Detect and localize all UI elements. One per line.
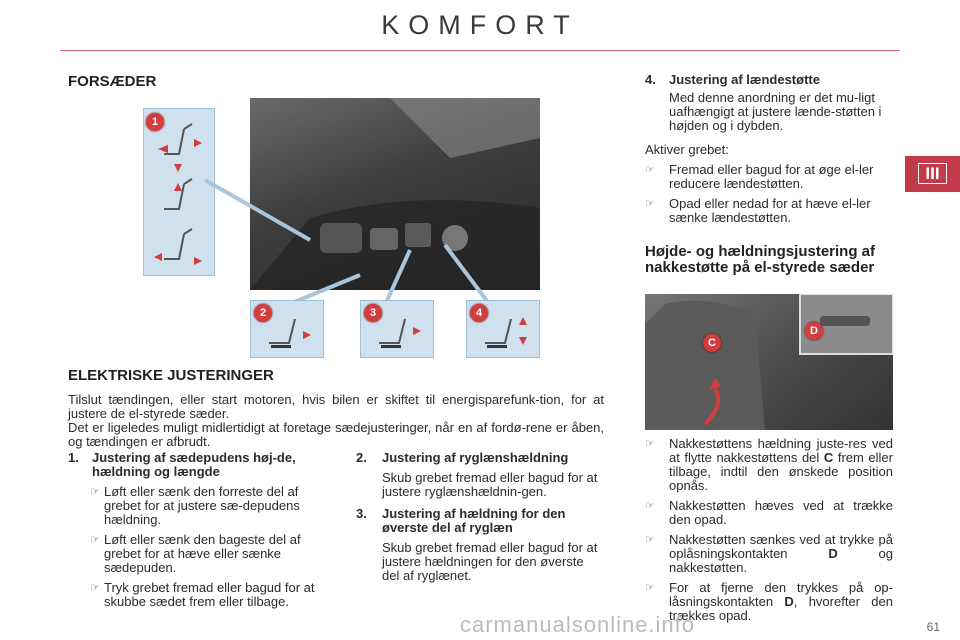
item-1-bullet-2-text: Løft eller sænk den bageste del af grebet for at hæve eller sænke sædepuden. [104,532,301,575]
hand-pointer-icon: ☞ [645,438,655,450]
headrest-subheading: Højde- og hældningsjustering af nakkestøtte på el-styrede sæder [645,243,875,276]
item-3-title: Justering af hældning for den øverste del af ryglæn [382,506,566,535]
headrest-photo-icon [645,294,893,430]
watermark: carmanualsonline.info [460,612,696,637]
hand-pointer-icon: ☞ [645,582,655,594]
item-1-bullet-1 [90,485,320,527]
item-1 [68,451,320,609]
headrest-bullet-2-text: Nakkestøtten hæves ved at trække den opad. [669,498,893,527]
section-heading-elektriske: ELEKTRISKE JUSTERINGER [68,367,274,384]
intro-paragraph-2: Det er ligeledes muligt midlertidigt at foretage sædejusteringer, når en af fordø-rene er åben, og tændingen er afbrudt. [68,420,604,449]
badge-1: 1 [146,113,164,131]
item-4-bullet-2 [645,197,893,225]
headrest-bullet-3-post: og nakkestøtten. [669,546,893,575]
badge-3: 3 [364,304,382,322]
hand-pointer-icon: ☞ [645,198,655,210]
badge-c: C [703,334,721,352]
item-1-header [68,451,320,479]
icon-card-4 [466,300,540,358]
aktiver-label: Aktiver grebet: [645,142,729,157]
item-1-bullet-3-text: Tryk grebet fremad eller bagud for at skubbe sædet frem eller tilbage. [104,580,315,609]
item-1-number: 1. [68,450,79,465]
hand-pointer-icon: ☞ [645,164,655,176]
item-1-bullet-2 [90,533,320,575]
hand-pointer-icon: ☞ [645,534,655,546]
item-2 [356,451,604,583]
callout-lines [200,140,510,320]
item-4-bullet-2-text: Opad eller nedad for at hæve el-ler sænke lændestøtten. [669,196,871,225]
headrest-bullet-4-pre: For at fjerne den trykkes på op-låsningskontakten [669,580,893,609]
page-title: KOMFORT [381,10,579,40]
item-4-text: Med denne anordning er det mu-ligt uafhængigt at justere lænde-støtten i højden og i dybden. [669,90,882,133]
item-1-bullet-1-text: Løft eller sænk den forreste del af grebet for at justere sæ-depudens hældning. [104,484,300,527]
headrest-bullet-1-text [669,437,893,493]
item-2-number: 2. [356,450,367,465]
headrest-bullet-3-bold: D [828,546,838,561]
item-4 [645,73,893,225]
item-3-number: 3. [356,506,367,521]
headrest-bullet-1-pre: Nakkestøttens hældning juste-res ved at flytte nakkestøttens del [669,436,893,465]
hand-pointer-icon: ☞ [645,500,655,512]
item-3-text: Skub grebet fremad eller bagud for at justere hældningen for den øverste del af ryglænet. [382,540,598,583]
item-2-text: Skub grebet fremad eller bagud for at justere ryglænshældnin-gen. [382,470,598,499]
page-number: 61 [926,620,940,634]
item-1-title: Justering af sædepudens høj-de, hældning og længde [92,450,296,479]
headrest-bullet-4-text [669,581,893,623]
item-2-title: Justering af ryglænshældning [382,450,569,465]
headrest-bullet-3 [645,533,893,575]
chapter-label: III [918,163,946,184]
item-4-number: 4. [645,72,656,87]
headrest-bullet-1-bold: C [823,450,834,465]
item-3-header [356,507,604,535]
headrest-bullet-3-text [669,533,893,575]
item-4-header [645,73,893,87]
item-1-bullet-3 [90,581,320,609]
header-divider [60,50,900,51]
item-2-header [356,451,604,465]
item-4-bullet-1-text: Fremad eller bagud for at øge el-ler reducere lændestøtten. [669,162,874,191]
headrest-bullets [645,437,893,623]
item-4-title: Justering af lændestøtte [669,72,820,87]
headrest-photo [645,294,893,430]
badge-4: 4 [470,304,488,322]
badge-d: D [805,322,823,340]
hand-pointer-icon: ☞ [90,486,100,498]
badge-2: 2 [254,304,272,322]
hand-pointer-icon: ☞ [90,582,100,594]
icon-card-2 [250,300,324,358]
headrest-bullet-4-bold: D [784,594,794,609]
icon-card-3 [360,300,434,358]
chapter-tab [905,156,960,192]
headrest-bullet-4-post: , hvorefter den trækkes opad. [669,594,893,623]
section-heading-forsaeder: FORSÆDER [68,73,157,90]
hand-pointer-icon: ☞ [90,534,100,546]
headrest-bullet-2 [645,499,893,527]
headrest-bullet-1-post: frem eller tilbage, indtil den ønskede position opnås. [669,450,893,493]
headrest-bullet-3-pre: Nakkestøtten sænkes ved at trykke på oplåsningskontakten [669,532,893,561]
intro-paragraph-1: Tilslut tændingen, eller start motoren, hvis bilen er skiftet til energisparefunk-tion, for at justere de el-styrede sæder. [68,392,604,421]
item-4-bullet-1 [645,163,893,191]
headrest-bullet-1 [645,437,893,493]
